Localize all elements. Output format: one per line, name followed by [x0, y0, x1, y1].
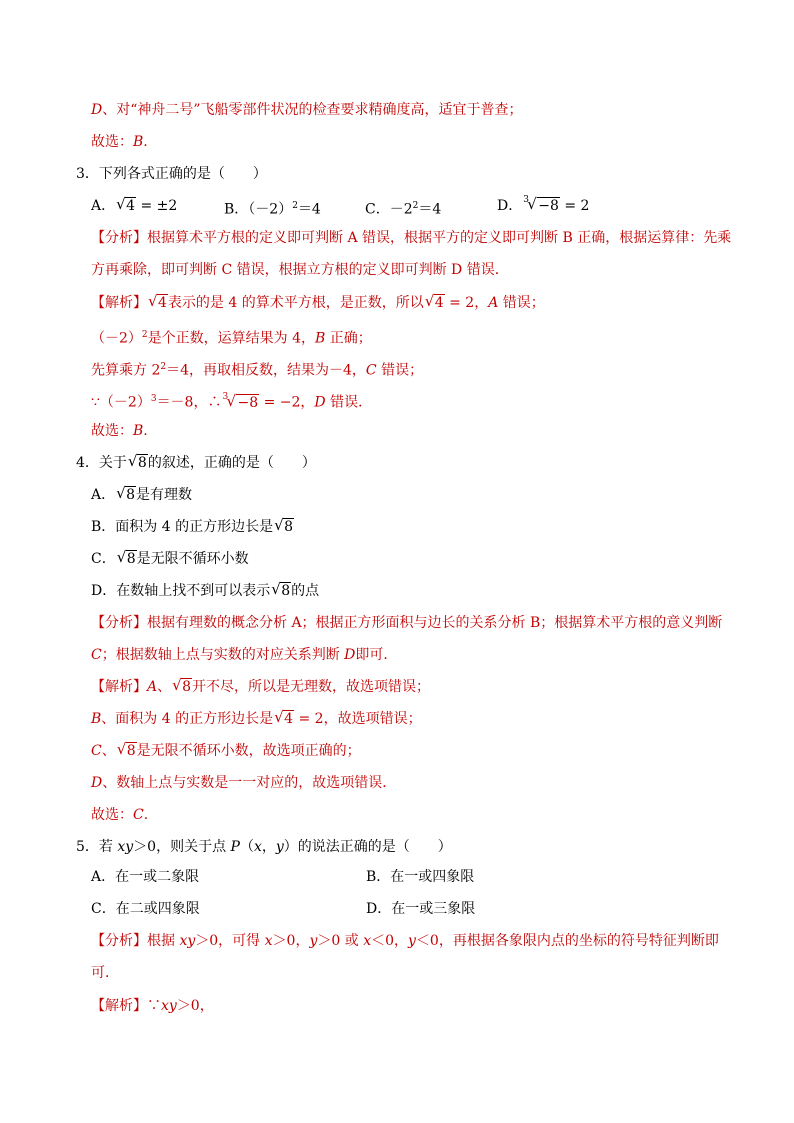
- analysis-line: [91, 931, 719, 951]
- text-segment: ＝－8，∴: [156, 394, 222, 411]
- text-segment: 正确；: [325, 330, 372, 347]
- text-segment: D．在数轴上找不到可以表示: [91, 583, 271, 599]
- solution-line: [91, 325, 372, 349]
- sqrt-symbol: [172, 677, 192, 697]
- radicand: 4: [284, 711, 294, 727]
- radicand: −8: [237, 394, 259, 411]
- analysis-tag: 【分析】: [91, 230, 147, 246]
- option-b: B．在一或四象限: [366, 869, 475, 885]
- option-a: [91, 485, 192, 505]
- solution-line: [91, 677, 430, 697]
- text-segment: D．: [497, 198, 523, 214]
- cube-root-symbol: [523, 196, 560, 216]
- option-letter: D: [314, 394, 326, 411]
- text-segment: 故选：: [91, 134, 133, 150]
- exponent: 2: [160, 362, 167, 372]
- radicand: 8: [284, 519, 294, 535]
- solution-line: [91, 293, 545, 313]
- variable: y: [408, 933, 416, 949]
- radicand: 8: [126, 743, 136, 759]
- option-letter: B: [91, 711, 102, 727]
- option-letter: A: [488, 295, 499, 311]
- text-segment: = ±2: [136, 198, 178, 214]
- radicand: 8: [182, 679, 192, 695]
- text-segment: 是个正数，运算结果为 4，: [147, 330, 316, 347]
- text-segment: ）的说法正确的是（ ）: [283, 839, 452, 855]
- text-segment: C．: [91, 551, 116, 567]
- text-segment: （－2）: [91, 330, 142, 347]
- option-letter: D: [344, 647, 356, 663]
- option-c: C．在二或四象限: [91, 901, 200, 917]
- text-segment: B．面积为 4 的正方形边长是: [91, 519, 274, 535]
- analysis-line: [91, 228, 731, 248]
- text-segment: 开不尽，所以是无理数，故选项错误；: [192, 679, 431, 695]
- option-b: [224, 196, 321, 220]
- answer-letter: C: [133, 807, 144, 823]
- option-letter: D: [91, 775, 103, 791]
- variable: P: [230, 839, 240, 855]
- option-b: [91, 517, 294, 537]
- text-segment: ＝4: [297, 201, 321, 218]
- analysis-line: [91, 645, 397, 665]
- text-segment: ＝4: [418, 201, 442, 218]
- variable: y: [309, 933, 318, 949]
- solution-line: [91, 805, 148, 825]
- sqrt-symbol: [274, 709, 294, 729]
- text-line: [91, 132, 148, 152]
- text-line: [91, 100, 523, 120]
- text-segment: 、对“神舟二号”飞船零部件状况的检查要求精确度高，适宜于普查；: [102, 102, 523, 118]
- exponent: 2: [292, 201, 298, 211]
- option-letter: C: [91, 647, 102, 663]
- radicand: 4: [158, 295, 167, 311]
- radicand: 8: [126, 487, 136, 503]
- text-segment: ＜0，: [371, 933, 409, 949]
- text-segment: C．－2: [365, 201, 413, 218]
- text-segment: 即可．: [355, 647, 398, 663]
- text-segment: 4．关于: [76, 455, 127, 471]
- text-segment: .: [143, 423, 148, 439]
- text-segment: 故选：: [91, 423, 133, 439]
- option-d: [91, 581, 319, 601]
- text-segment: ＞0，: [272, 933, 310, 949]
- analysis-tag: 【分析】: [91, 933, 147, 949]
- sqrt-symbol: [148, 293, 168, 313]
- option-letter: C: [365, 362, 377, 379]
- radicand: 8: [137, 455, 147, 471]
- text-segment: 根据算术平方根的定义即可判断 A 错误，根据平方的定义即可判断 B 正确，根据运算律：先乘: [147, 230, 732, 246]
- text-segment: 的点: [291, 583, 320, 599]
- text-segment: 根据: [147, 933, 180, 949]
- question-4-stem: [76, 453, 316, 473]
- exponent: 2: [412, 201, 419, 211]
- text-segment: ＞0，: [176, 998, 214, 1014]
- text-segment: 的叙述，正确的是（ ）: [147, 455, 316, 471]
- option-d: [497, 196, 589, 216]
- solution-tag: 【解析】: [91, 679, 147, 695]
- text-segment: 故选：: [91, 807, 133, 823]
- root-index: √ 3: [523, 195, 529, 205]
- variable: x: [253, 839, 262, 855]
- question-5-stem: [76, 837, 452, 857]
- text-segment: 表示的是 4 的算术平方根，是正数，所以: [167, 295, 424, 311]
- text-segment: = 2，故选项错误；: [294, 711, 422, 727]
- text-segment: = 2，: [444, 295, 489, 311]
- text-segment: 、数轴上点与实数是一一对应的，故选项错误．: [102, 775, 397, 791]
- analysis-line: 可．: [91, 965, 119, 981]
- variable: xy: [179, 933, 196, 949]
- option-letter: A: [147, 679, 158, 695]
- solution-line: [91, 741, 361, 761]
- text-segment: .: [143, 134, 148, 150]
- radicand: 4: [434, 295, 444, 311]
- text-segment: 错误；: [376, 362, 424, 379]
- text-segment: B．（－2）: [224, 201, 293, 218]
- sqrt-symbol: [117, 549, 137, 569]
- text-segment: 是有理数: [136, 487, 193, 503]
- sqrt-symbol: [271, 581, 291, 601]
- text-segment: A．: [91, 198, 116, 214]
- solution-line: [91, 773, 396, 793]
- option-letter: D: [91, 102, 103, 118]
- text-segment: = −2，: [259, 394, 315, 411]
- variable: y: [275, 839, 284, 855]
- text-segment: 是无限不循环小数: [136, 551, 249, 567]
- variable: x: [264, 933, 273, 949]
- option-a: [91, 196, 177, 216]
- option-letter: B: [315, 330, 326, 347]
- text-segment: 、: [157, 679, 172, 695]
- option-a: A．在一或二象限: [91, 869, 200, 885]
- root-index: √ 3: [222, 391, 229, 402]
- option-d: D．在一或三象限: [366, 901, 476, 917]
- analysis-line: 方再乘除，即可判断 C 错误，根据立方根的定义即可判断 D 错误．: [91, 262, 509, 278]
- variable: x: [363, 933, 372, 949]
- text-segment: ；根据数轴上点与实数的对应关系判断: [101, 647, 345, 663]
- option-c: [91, 549, 249, 569]
- text-segment: 错误；: [498, 295, 545, 311]
- sqrt-symbol: [425, 293, 445, 313]
- text-segment: .: [143, 807, 149, 823]
- analysis-line: [91, 613, 722, 633]
- solution-line: [91, 389, 372, 413]
- text-segment: 5．若: [76, 839, 118, 855]
- analysis-tag: 【分析】: [91, 615, 147, 631]
- text-segment: ∵（－2）: [91, 394, 151, 411]
- question-3-stem: 3．下列各式正确的是（ ）: [76, 166, 267, 182]
- radicand: 8: [281, 583, 291, 599]
- sqrt-symbol: [128, 453, 148, 473]
- answer-letter: B: [133, 423, 144, 439]
- text-segment: ＜0，再根据各象限内点的坐标的符号特征判断即: [415, 933, 719, 949]
- text-segment: ＞0 或: [317, 933, 364, 949]
- answer-letter: B: [133, 134, 144, 150]
- solution-line: [91, 421, 148, 441]
- text-segment: （: [239, 839, 254, 855]
- solution-tag: 【解析】: [91, 295, 147, 311]
- sqrt-symbol: [116, 196, 136, 216]
- sqrt-symbol: [117, 741, 137, 761]
- exponent: 2: [141, 330, 148, 340]
- exponent: 3: [150, 394, 157, 404]
- text-segment: 根据有理数的概念分析 A；根据正方形面积与边长的关系分析 B；根据算术平方根的意义判断: [147, 615, 723, 631]
- sqrt-symbol: [274, 517, 294, 537]
- text-segment: ∵: [147, 998, 161, 1014]
- text-segment: 、面积为 4 的正方形边长是: [101, 711, 274, 727]
- text-segment: 先算乘方 2: [91, 362, 161, 379]
- option-letter: C: [91, 743, 102, 759]
- text-segment: = 2: [559, 198, 590, 214]
- solution-line: [91, 357, 423, 381]
- text-segment: 、: [101, 743, 116, 759]
- solution-line: [91, 996, 214, 1016]
- text-segment: ＞0，可得: [195, 933, 265, 949]
- text-segment: A．: [91, 487, 116, 503]
- radicand: 8: [126, 551, 136, 567]
- radicand: 4: [126, 198, 136, 214]
- cube-root-symbol: [222, 393, 259, 413]
- text-segment: 错误．: [325, 394, 373, 411]
- solution-line: [91, 709, 422, 729]
- option-c: [365, 196, 441, 220]
- variable: xy: [161, 998, 177, 1014]
- radicand: −8: [538, 198, 559, 214]
- text-segment: 是无限不循环小数，故选项正确的；: [136, 743, 361, 759]
- variable: xy: [117, 839, 134, 855]
- sqrt-symbol: [116, 485, 136, 505]
- text-segment: ＝4，再取相反数，结果为－4，: [166, 362, 366, 379]
- text-segment: ＞0，则关于点: [133, 839, 231, 855]
- text-segment: ，: [261, 839, 276, 855]
- solution-tag: 【解析】: [91, 998, 147, 1014]
